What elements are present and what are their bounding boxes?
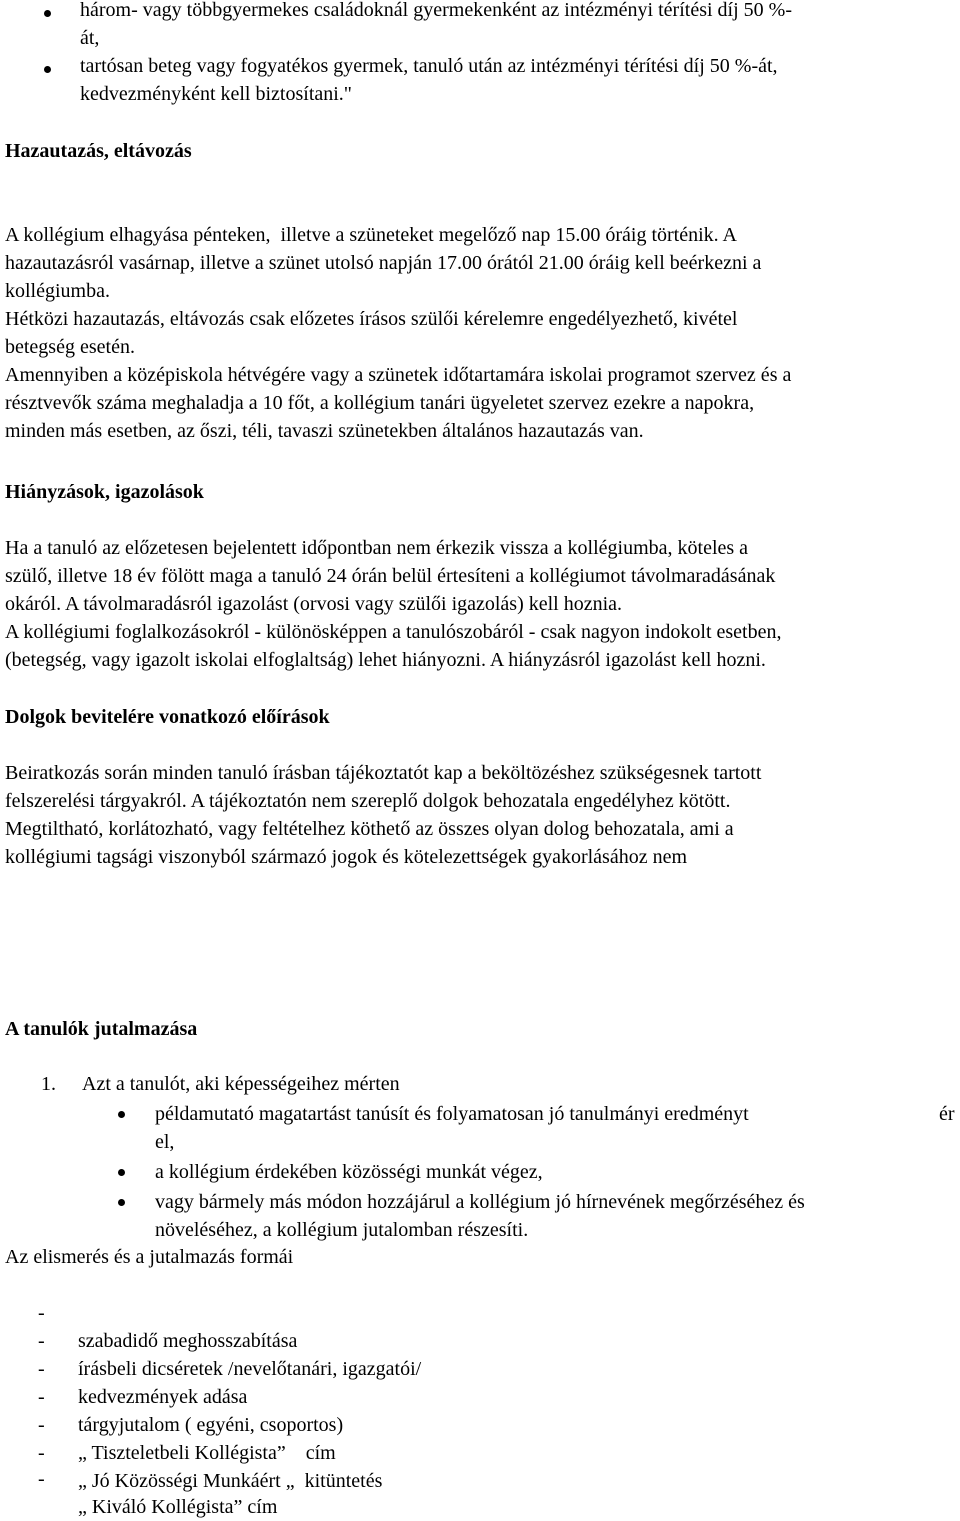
bullet-text: kedvezményként kell biztosítani." (80, 83, 352, 105)
text-line: minden más esetben, az őszi, téli, tavaszi szünetekben általános hazautazás van. (5, 420, 644, 442)
text-line: kollégiumi tagsági viszonyból származó jogok és kötelezettségek gyakorlásához nem (5, 846, 688, 868)
bullet-text: három- vagy többgyermekes családoknál gyermekenként az intézményi térítési díj 50 %- (80, 0, 792, 21)
bullet-text: a kollégium érdekében közösségi munkát végez, (155, 1161, 543, 1183)
paragraph (5, 534, 958, 674)
text-line: kollégiumba. (5, 280, 110, 302)
text-line: Ha a tanuló az előzetesen bejelentett időpontban nem érkezik vissza a kollégiumba, köteles a (5, 537, 749, 559)
list-item (0, 0, 960, 56)
text-line: szülő, illetve 18 év fölött maga a tanuló 24 órán belül értesíteni a kollégiumot távolmaradásának (5, 565, 776, 587)
bullet-text: növeléséhez, a kollégium jutalomban részesíti. (155, 1219, 529, 1241)
dash-marker: - (38, 1330, 45, 1352)
section-heading: Hazautazás, eltávozás (5, 140, 192, 162)
list-item (0, 1188, 960, 1244)
bullet-text: vagy bármely más módon hozzájárul a kollégium jó hírnevének megőrzéséhez és (155, 1191, 805, 1213)
dash-marker: - (38, 1358, 45, 1380)
text-line: (betegség, vagy igazolt iskolai elfoglaltság) lehet hiányozni. A hiányzásról igazolást kell hozni. (5, 649, 766, 671)
dash-text: kedvezmények adása (78, 1386, 248, 1408)
item-number: 1. (41, 1073, 56, 1095)
bullet-icon (118, 1111, 125, 1118)
bullet-text: el, (155, 1131, 175, 1153)
forms-title: Az elismerés és a jutalmazás formái (5, 1246, 294, 1268)
bullet-icon (44, 66, 51, 73)
bullet-icon (118, 1199, 125, 1206)
text-line: résztvevők száma meghaladja a 10 főt, a kollégium tanári ügyeletet szervez ezekre a napokra, (5, 392, 755, 414)
bullet-icon (118, 1169, 125, 1176)
section-heading: Hiányzások, igazolások (5, 481, 204, 503)
bullet-icon (44, 10, 51, 17)
dash-text: „ Kiváló Kollégista” cím (78, 1496, 278, 1518)
text-line: Hétközi hazautazás, eltávozás csak előzetes írásos szülői kérelemre engedélyezhető, kivétel (5, 308, 738, 330)
text-line: A kollégium elhagyása pénteken, illetve a szüneteket megelőző nap 15.00 óráig történik. A (5, 224, 738, 246)
text-line: Megtiltható, korlátozható, vagy feltételhez köthető az összes olyan dolog behozatala, ami a (5, 818, 734, 840)
bullet-text: példamutató magatartást tanúsít és folyamatosan jó tanulmányi eredményt (155, 1103, 749, 1125)
numbered-item (0, 1070, 960, 1098)
dash-text: tárgyjutalom ( egyéni, csoportos) (78, 1414, 344, 1436)
list-item (0, 56, 960, 112)
text-line: A kollégiumi foglalkozásokról - különösképpen a tanulószobáról - csak nagyon indokolt esetben, (5, 621, 782, 643)
dash-text: írásbeli dicséretek /nevelőtanári, igazgatói/ (78, 1358, 422, 1380)
item-text: Azt a tanulót, aki képességeihez mérten (82, 1073, 400, 1095)
list-item (0, 1100, 960, 1156)
text-line: Beiratkozás során minden tanuló írásban tájékoztatót kap a beköltözéshez szükségesnek tartott (5, 762, 762, 784)
list-item (0, 1158, 960, 1186)
text-line: betegség esetén. (5, 336, 135, 358)
dash-text: „ Tiszteletbeli Kollégista” cím (78, 1442, 336, 1464)
section-heading: A tanulók jutalmazása (5, 1018, 198, 1040)
text-line: okáról. A távolmaradásról igazolást (orvosi vagy szülői igazolás) kell hoznia. (5, 593, 623, 615)
bullet-text-tail: ér (939, 1103, 955, 1125)
paragraph (5, 759, 958, 871)
section-heading: Dolgok bevitelére vonatkozó előírások (5, 706, 330, 728)
text-line: hazautazásról vasárnap, illetve a szünet utolsó napján 17.00 órától 21.00 óráig kell beérkezni a (5, 252, 762, 274)
bullet-text: tartósan beteg vagy fogyatékos gyermek, tanuló után az intézményi térítési díj 50 %-át, (80, 55, 778, 77)
text-line: Amennyiben a középiskola hétvégére vagy a szünetek időtartamára iskolai programot szervez és a (5, 364, 792, 386)
dash-marker: - (38, 1414, 45, 1436)
dash-marker: - (38, 1468, 45, 1490)
dash-marker: - (38, 1302, 45, 1324)
dash-text: szabadidő meghosszabítása (78, 1330, 298, 1352)
dash-text: „ Jó Közösségi Munkáért „ kitüntetés (78, 1470, 383, 1492)
paragraph (5, 221, 958, 445)
bullet-text: át, (80, 27, 100, 49)
dash-marker: - (38, 1386, 45, 1408)
text-line: felszerelési tárgyakról. A tájékoztatón nem szereplő dolgok behozatala engedélyhez kötött. (5, 790, 731, 812)
dash-marker: - (38, 1442, 45, 1464)
